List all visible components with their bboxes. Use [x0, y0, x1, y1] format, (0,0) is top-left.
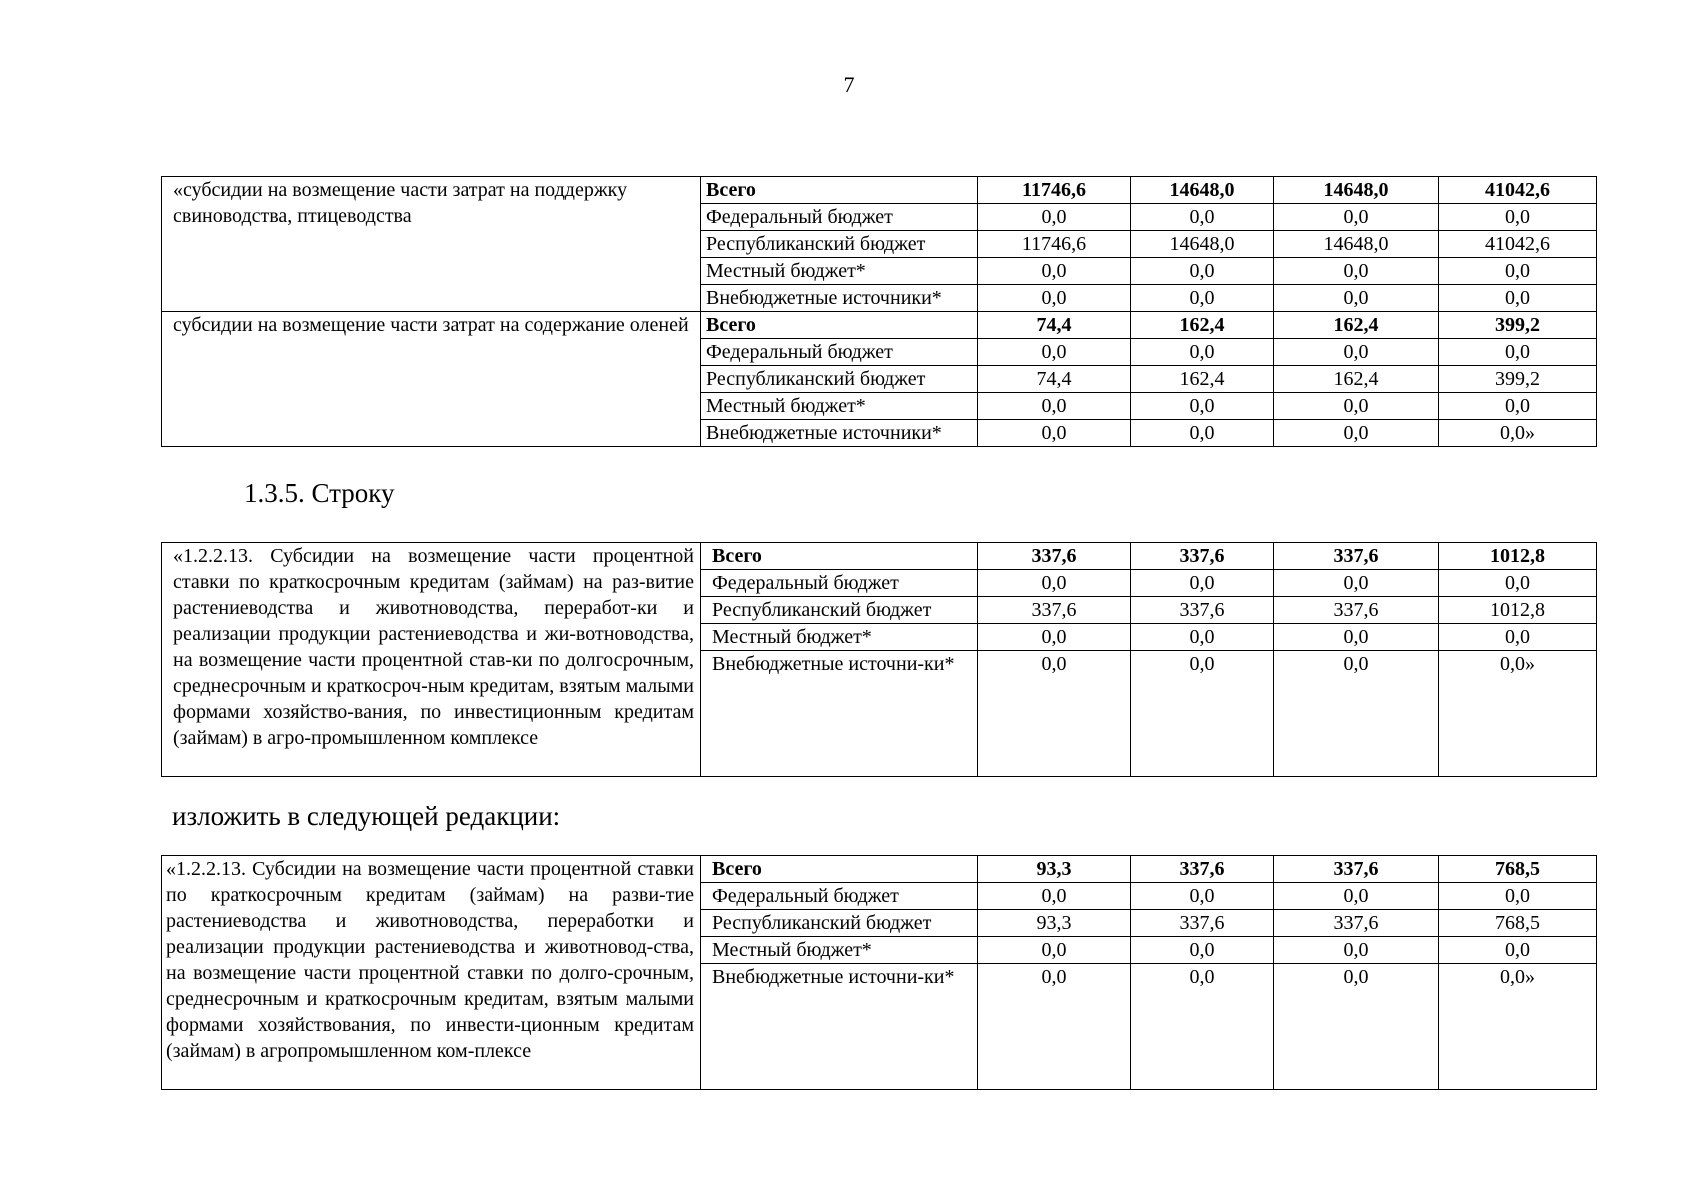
value-cell: 0,0 — [978, 883, 1131, 910]
value-cell: 0,0 — [1274, 624, 1439, 651]
section-heading: изложить в следующей редакции: — [172, 801, 561, 831]
row-description: «субсидии на возмещение части затрат на поддержку свиноводства, птицеводства — [162, 177, 701, 312]
source-label: Всего — [701, 856, 978, 883]
budget-table-1 — [161, 176, 1597, 447]
value-cell: 14648,0 — [1131, 231, 1274, 258]
row-description: «1.2.2.13. Субсидии на возмещение части процентной ставки по краткосрочным кредитам (займам) на раз-витие растениеводства и животноводства, переработ-ки и реализации продукции растениеводства и жи-вотноводства, на возмещение части процентной став-ки по долгосрочным, среднесрочным и краткосроч-ным кредитам, взятым малыми формами хозяйство-вания, по инвестиционным кредитам (займам) в агро-промышленном комплексе — [162, 543, 701, 777]
source-label: Местный бюджет* — [701, 624, 978, 651]
value-cell: 399,2 — [1439, 312, 1597, 339]
value-cell: 0,0 — [1439, 624, 1597, 651]
value-cell: 162,4 — [1131, 312, 1274, 339]
value-cell: 0,0 — [1131, 204, 1274, 231]
value-cell: 0,0 — [1274, 258, 1439, 285]
value-cell: 0,0 — [1131, 258, 1274, 285]
value-cell: 74,4 — [978, 312, 1131, 339]
value-cell: 337,6 — [1131, 543, 1274, 570]
value-cell: 0,0» — [1439, 651, 1597, 777]
value-cell: 0,0 — [1439, 204, 1597, 231]
value-cell: 768,5 — [1439, 910, 1597, 937]
value-cell: 0,0 — [1274, 204, 1439, 231]
value-cell: 337,6 — [1274, 856, 1439, 883]
value-cell: 0,0 — [1274, 339, 1439, 366]
value-cell: 0,0 — [1131, 651, 1274, 777]
source-label: Республиканский бюджет — [701, 231, 978, 258]
value-cell: 162,4 — [1131, 366, 1274, 393]
value-cell: 337,6 — [1131, 597, 1274, 624]
value-cell: 0,0 — [1131, 393, 1274, 420]
table-row — [162, 543, 1597, 570]
source-label: Всего — [701, 312, 978, 339]
value-cell: 162,4 — [1274, 312, 1439, 339]
value-cell: 41042,6 — [1439, 177, 1597, 204]
value-cell: 0,0 — [978, 651, 1131, 777]
source-label: Местный бюджет* — [701, 393, 978, 420]
value-cell: 0,0 — [1131, 285, 1274, 312]
value-cell: 41042,6 — [1439, 231, 1597, 258]
value-cell: 337,6 — [1131, 910, 1274, 937]
source-label: Внебюджетные источники* — [701, 285, 978, 312]
value-cell: 0,0 — [1439, 393, 1597, 420]
value-cell: 1012,8 — [1439, 597, 1597, 624]
value-cell: 337,6 — [1274, 597, 1439, 624]
source-label: Федеральный бюджет — [701, 570, 978, 597]
source-label: Республиканский бюджет — [701, 910, 978, 937]
value-cell: 162,4 — [1274, 366, 1439, 393]
value-cell: 0,0 — [978, 937, 1131, 964]
value-cell: 0,0 — [978, 258, 1131, 285]
value-cell: 0,0 — [1131, 883, 1274, 910]
value-cell: 0,0 — [1439, 285, 1597, 312]
table-row — [162, 856, 1597, 883]
value-cell: 0,0 — [1131, 964, 1274, 1090]
value-cell: 0,0 — [1131, 339, 1274, 366]
source-label: Всего — [701, 543, 978, 570]
value-cell: 0,0 — [1131, 420, 1274, 447]
value-cell: 0,0 — [1274, 883, 1439, 910]
value-cell: 0,0» — [1439, 420, 1597, 447]
row-description: «1.2.2.13. Субсидии на возмещение части процентной ставки по краткосрочным кредитам (займам) на разви-тие растениеводства и животноводства, переработки и реализации продукции растениеводства и животновод-ства, на возмещение части процентной ставки по долго-срочным, среднесрочным и краткосрочным кредитам, взятым малыми формами хозяйствования, по инвести-ционным кредитам (займам) в агропромышленном ком-плексе — [162, 856, 701, 1090]
table-row — [162, 177, 1597, 204]
value-cell: 0,0 — [1131, 624, 1274, 651]
value-cell: 337,6 — [978, 543, 1131, 570]
value-cell: 0,0» — [1439, 964, 1597, 1090]
source-label: Федеральный бюджет — [701, 339, 978, 366]
source-label: Федеральный бюджет — [701, 883, 978, 910]
value-cell: 0,0 — [978, 420, 1131, 447]
value-cell: 0,0 — [978, 964, 1131, 1090]
value-cell: 14648,0 — [1274, 177, 1439, 204]
source-label: Местный бюджет* — [701, 937, 978, 964]
value-cell: 0,0 — [1274, 285, 1439, 312]
row-description: субсидии на возмещение части затрат на содержание оленей — [162, 312, 701, 447]
table-row — [162, 312, 1597, 339]
source-label: Внебюджетные источники* — [701, 420, 978, 447]
value-cell: 0,0 — [978, 339, 1131, 366]
source-label: Республиканский бюджет — [701, 366, 978, 393]
value-cell: 0,0 — [1274, 570, 1439, 597]
source-label: Республиканский бюджет — [701, 597, 978, 624]
value-cell: 0,0 — [978, 570, 1131, 597]
value-cell: 337,6 — [1274, 543, 1439, 570]
value-cell: 0,0 — [1439, 258, 1597, 285]
source-label: Местный бюджет* — [701, 258, 978, 285]
value-cell: 74,4 — [978, 366, 1131, 393]
value-cell: 0,0 — [1274, 937, 1439, 964]
value-cell: 0,0 — [1131, 570, 1274, 597]
page-number: 7 — [843, 72, 855, 97]
section-heading: 1.3.5. Строку — [244, 478, 395, 508]
value-cell: 11746,6 — [978, 231, 1131, 258]
value-cell: 0,0 — [1439, 883, 1597, 910]
source-label: Всего — [701, 177, 978, 204]
value-cell: 14648,0 — [1274, 231, 1439, 258]
value-cell: 11746,6 — [978, 177, 1131, 204]
value-cell: 337,6 — [1274, 910, 1439, 937]
value-cell: 0,0 — [978, 204, 1131, 231]
value-cell: 1012,8 — [1439, 543, 1597, 570]
value-cell: 0,0 — [1274, 420, 1439, 447]
value-cell: 93,3 — [978, 856, 1131, 883]
value-cell: 0,0 — [1439, 339, 1597, 366]
value-cell: 0,0 — [1439, 570, 1597, 597]
value-cell: 0,0 — [1274, 393, 1439, 420]
value-cell: 0,0 — [978, 285, 1131, 312]
value-cell: 14648,0 — [1131, 177, 1274, 204]
value-cell: 337,6 — [978, 597, 1131, 624]
value-cell: 0,0 — [1131, 937, 1274, 964]
budget-table-2 — [161, 542, 1597, 777]
value-cell: 0,0 — [1439, 937, 1597, 964]
budget-table-3 — [161, 855, 1597, 1090]
value-cell: 337,6 — [1131, 856, 1274, 883]
value-cell: 0,0 — [978, 393, 1131, 420]
source-label: Внебюджетные источни-ки* — [701, 651, 978, 777]
value-cell: 399,2 — [1439, 366, 1597, 393]
value-cell: 768,5 — [1439, 856, 1597, 883]
value-cell: 93,3 — [978, 910, 1131, 937]
source-label: Внебюджетные источни-ки* — [701, 964, 978, 1090]
source-label: Федеральный бюджет — [701, 204, 978, 231]
value-cell: 0,0 — [978, 624, 1131, 651]
value-cell: 0,0 — [1274, 964, 1439, 1090]
value-cell: 0,0 — [1274, 651, 1439, 777]
